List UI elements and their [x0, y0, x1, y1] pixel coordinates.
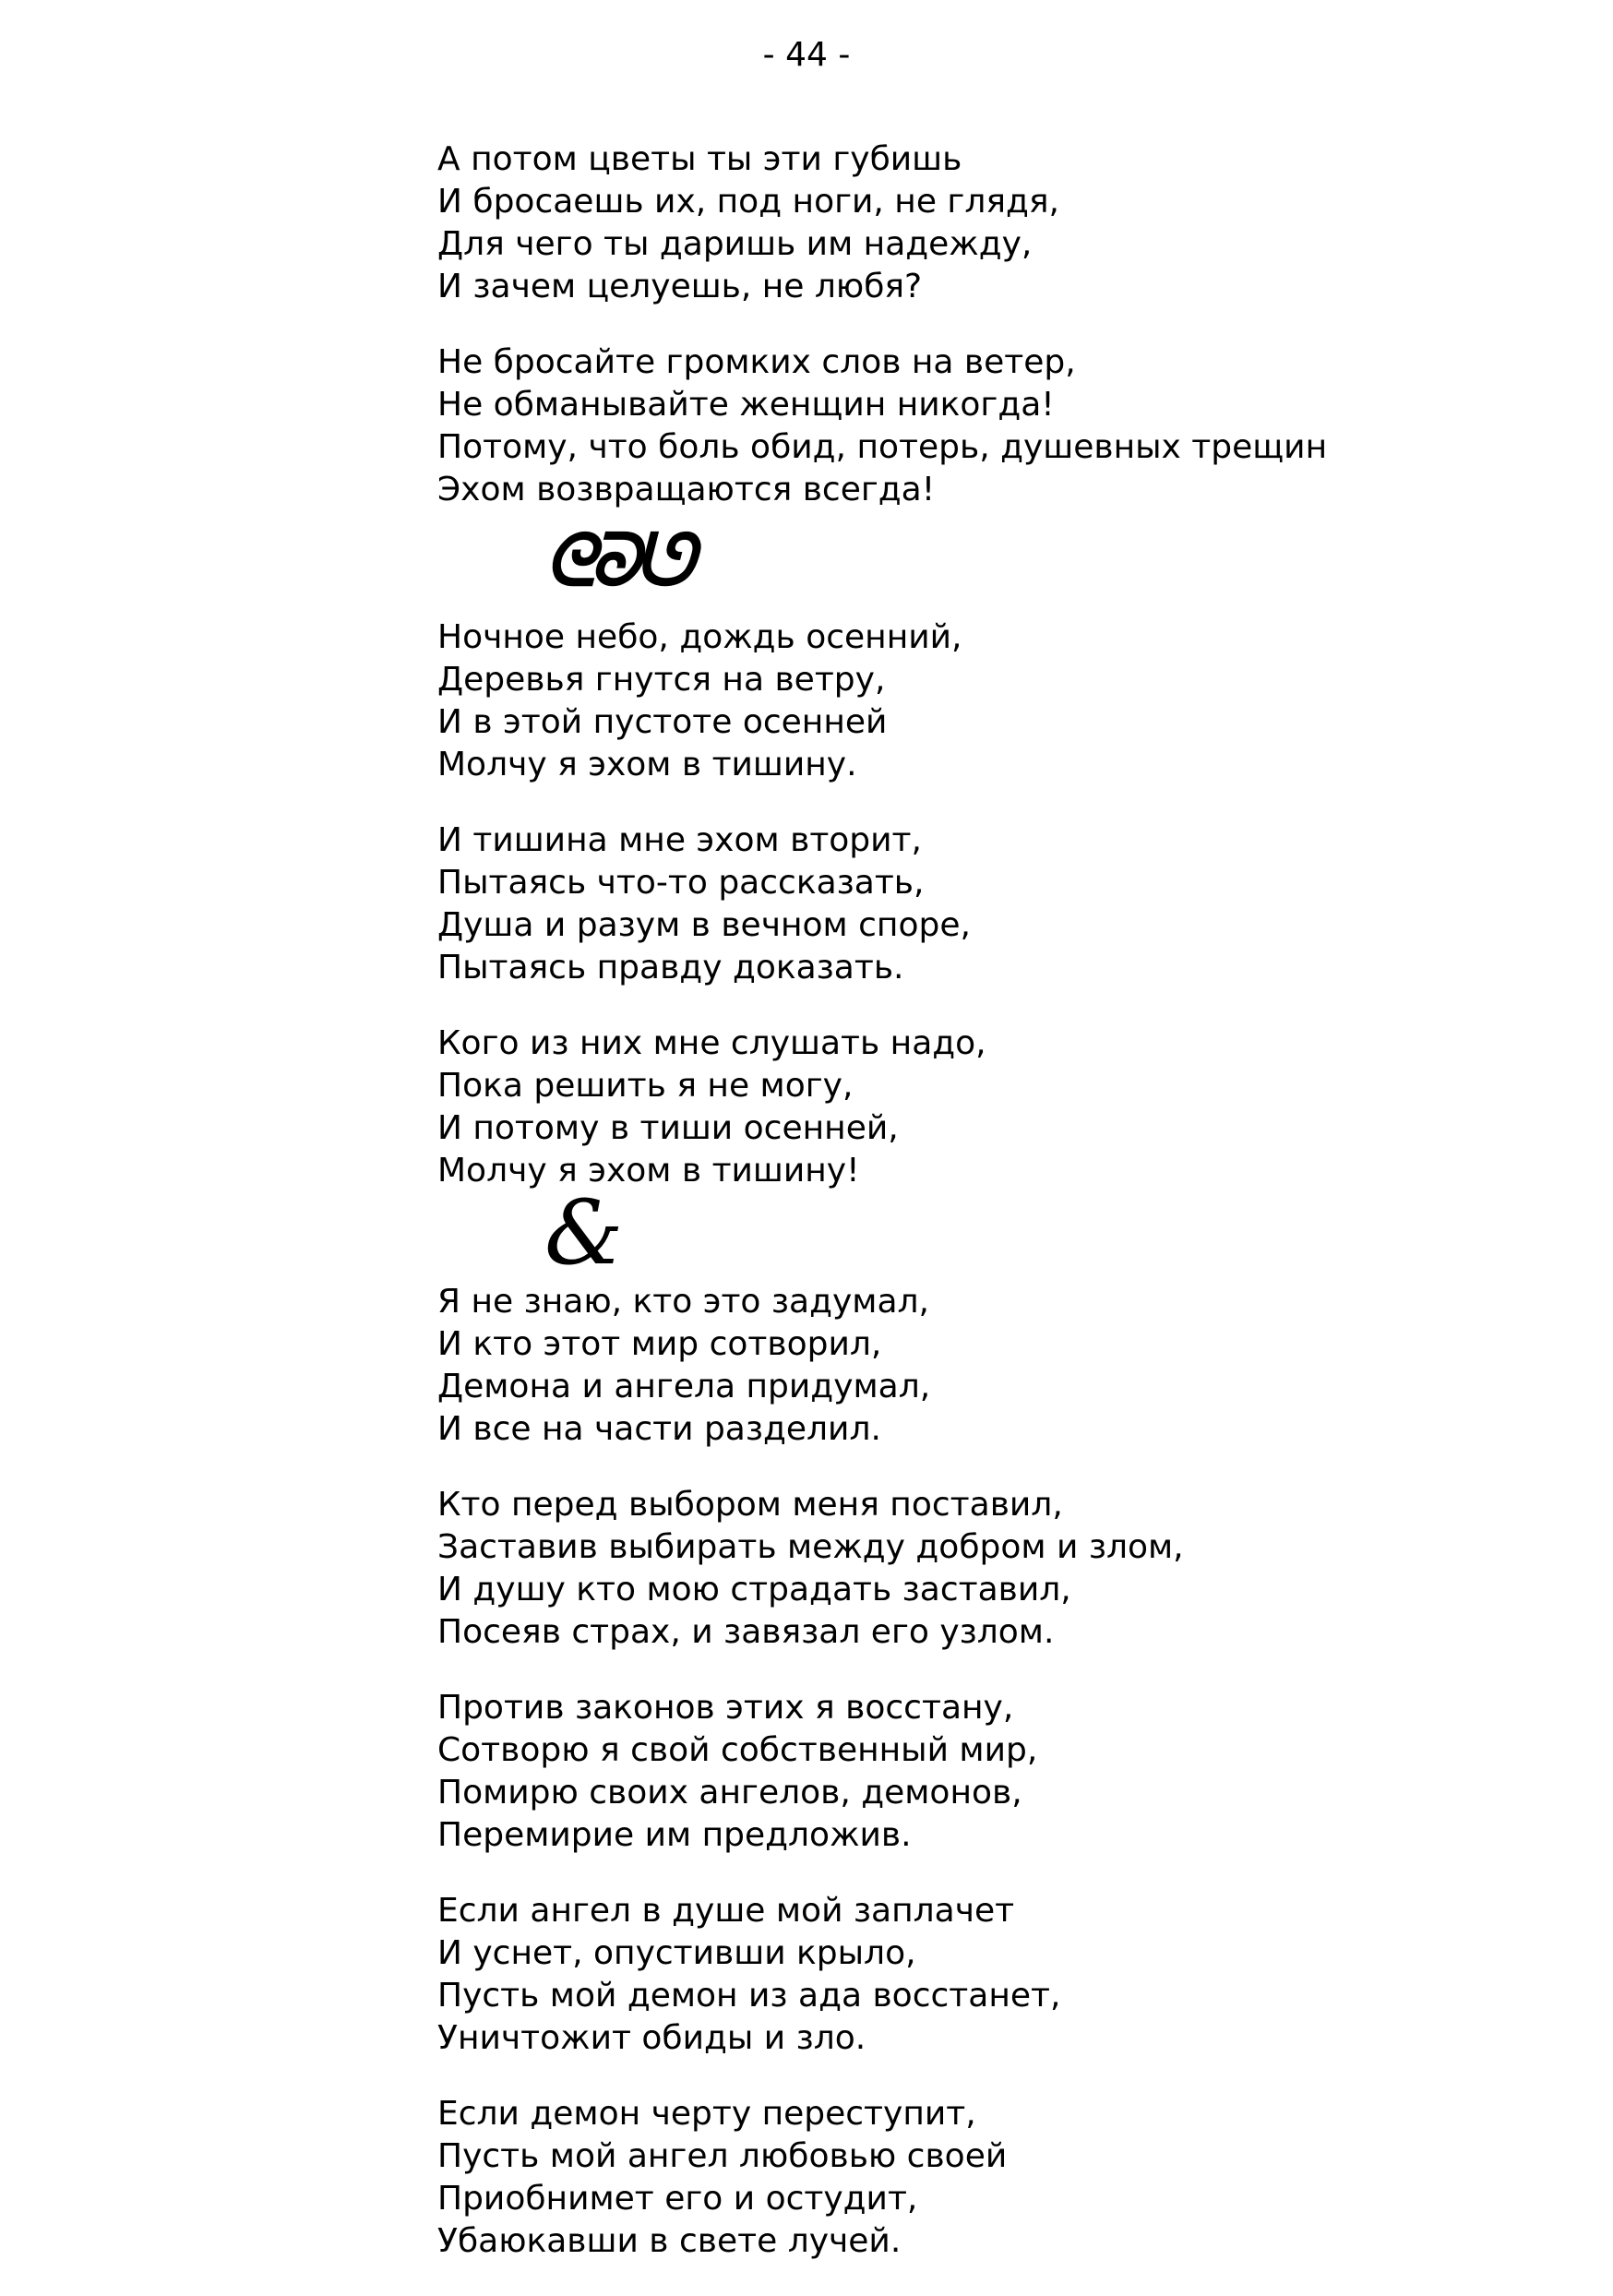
stanza [437, 1890, 1563, 2060]
poem-line: Помирю своих ангелов, демонов, [437, 1774, 1022, 1812]
poem-line: Пытаясь что-то рассказать, [437, 864, 925, 902]
poem-line: Пусть мой демон из ада восстанет, [437, 1977, 1061, 2015]
poem-line: Если демон черту переступит, [437, 2095, 976, 2133]
poem-line: Я не знаю, кто это задумал, [437, 1283, 929, 1321]
poem-line: Пытаясь правду доказать. [437, 949, 904, 987]
stanza [437, 1022, 1563, 1192]
stanza [437, 1687, 1563, 1857]
poem-line: Демона и ангела придумал, [437, 1368, 931, 1405]
poem-line: Против законов этих я восстану, [437, 1689, 1014, 1727]
poem-line: Кто перед выбором меня поставил, [437, 1486, 1063, 1524]
poem-line: Молчу я эхом в тишину. [437, 746, 857, 783]
poem-content [437, 138, 1563, 2296]
poem-line: Пока решить я не могу, [437, 1067, 854, 1105]
poem-line: И зачем целуешь, не любя? [437, 268, 923, 305]
poem-line: Молчу я эхом в тишину! [437, 1152, 860, 1190]
poem-line: Не бросайте громких слов на ветер, [437, 343, 1076, 381]
poem-line: Заставив выбирать между добром и злом, [437, 1528, 1184, 1566]
poem-line: Посеяв страх, и завязал его узлом. [437, 1613, 1055, 1651]
ornament-knot-icon: ᘓᘐᘎ [544, 519, 689, 603]
stanza [437, 138, 1563, 308]
poem-line: Кого из них мне слушать надо, [437, 1024, 986, 1062]
poem-line: Душа и разум в вечном споре, [437, 906, 971, 944]
stanza [437, 1484, 1563, 1654]
stanza [437, 1281, 1563, 1451]
poem-line: Деревья гнутся на ветру, [437, 661, 886, 699]
poem-line: И уснет, опустивши крыло, [437, 1934, 916, 1972]
poem-line: Пусть мой ангел любовью своей [437, 2137, 1008, 2175]
poem-1 [437, 138, 1563, 511]
poem-line: Потому, что боль обид, потерь, душевных трещин [437, 428, 1328, 466]
poem-line: А потом цветы ты эти губишь [437, 140, 962, 178]
poem-line: И бросаешь их, под ноги, не глядя, [437, 183, 1059, 221]
poem-line: И в этой пустоте осенней [437, 703, 888, 741]
poem-line: И душу кто мою страдать заставил, [437, 1571, 1071, 1608]
ampersand-ornament-icon: & [544, 1181, 624, 1285]
poem-line: Ночное небо, дождь осенний, [437, 618, 962, 656]
stanza [437, 819, 1563, 989]
poem-line: Уничтожит обиды и зло. [437, 2019, 866, 2057]
stanza [437, 2093, 1563, 2263]
poem-line: Для чего ты даришь им надежду, [437, 225, 1033, 263]
poem-line: И все на части разделил. [437, 1410, 881, 1448]
poem-line: Не обманывайте женщин никогда! [437, 386, 1055, 424]
stanza [437, 616, 1563, 786]
stanza [437, 341, 1563, 511]
poem-line: Убаюкавши в свете лучей. [437, 2222, 902, 2260]
poem-line: И потому в тиши осенней, [437, 1109, 899, 1147]
poem-2 [437, 616, 1563, 1192]
poem-line: Сотворю я свой собственный мир, [437, 1731, 1038, 1769]
poem-line: И тишина мне эхом вторит, [437, 821, 922, 859]
poem-line: Приобнимет его и остудит, [437, 2180, 918, 2218]
poem-line: И кто этот мир сотворил, [437, 1325, 882, 1363]
poem-line: Эхом возвращаются всегда! [437, 471, 936, 508]
poem-line: Если ангел в душе мой заплачет [437, 1892, 1015, 1930]
poem-3 [437, 1281, 1563, 2263]
poem-line: Перемирие им предложив. [437, 1816, 912, 1854]
page-number: - 44 - [762, 36, 851, 74]
